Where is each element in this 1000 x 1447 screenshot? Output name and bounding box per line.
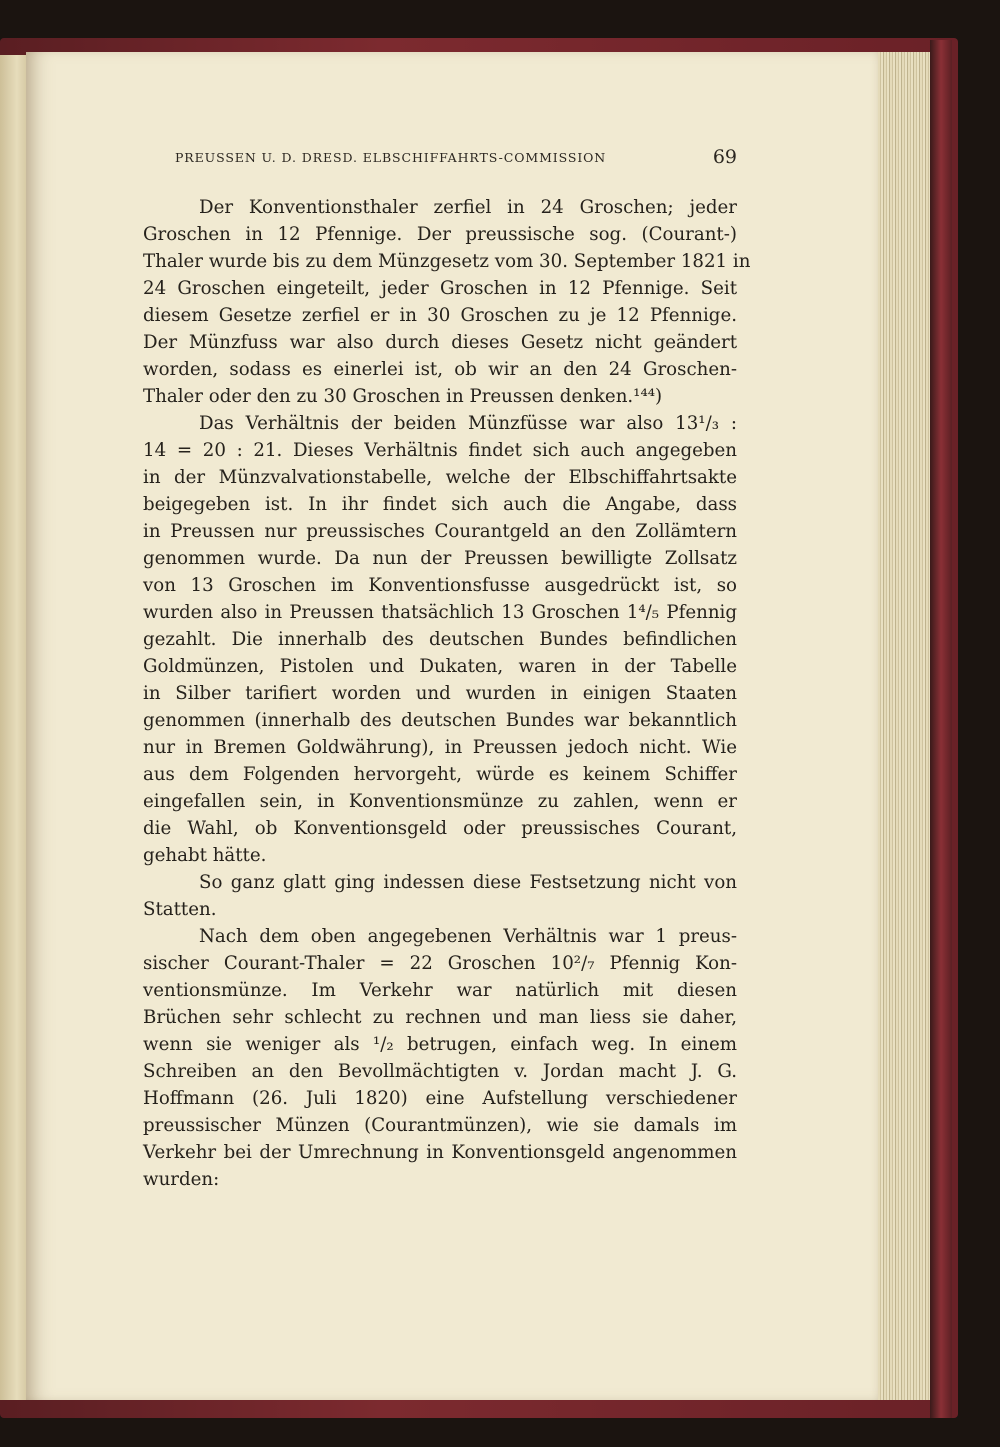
left-page-edge bbox=[0, 55, 28, 1400]
text-line: Nach dem oben angegebenen Verhältnis war 1 preus- bbox=[199, 926, 737, 947]
cover-spine-edge bbox=[930, 40, 952, 1418]
text-line: in der Münzvalvationstabelle, welche der Elbschiffahrtsakte bbox=[143, 467, 737, 488]
text-line: Thaler oder den zu 30 Groschen in Preussen denken.¹⁴⁴) bbox=[143, 386, 663, 407]
text-line: beigegeben ist. In ihr findet sich auch die Angabe, dass bbox=[143, 494, 737, 515]
text-line: von 13 Groschen im Konventionsfusse ausgedrückt ist, so bbox=[143, 575, 737, 596]
text-line: sischer Courant-Thaler = 22 Groschen 10²/₇ Pfennig Kon- bbox=[143, 953, 737, 974]
text-line: ventionsmünze. Im Verkehr war natürlich mit diesen bbox=[143, 980, 737, 1001]
text-line: in Silber tarifiert worden und wurden in einigen Staaten bbox=[143, 683, 737, 704]
text-line: wurden: bbox=[143, 1169, 220, 1190]
text-line: genommen (innerhalb des deutschen Bundes war bekanntlich bbox=[143, 710, 737, 731]
text-line: wurden also in Preussen thatsächlich 13 Groschen 1⁴/₅ Pfennig bbox=[143, 602, 737, 623]
text-line: in Preussen nur preussisches Courantgeld an den Zollämtern bbox=[143, 521, 737, 542]
text-line: gezahlt. Die innerhalb des deutschen Bundes befindlichen bbox=[143, 629, 737, 650]
text-line: eingefallen sein, in Konventionsmünze zu zahlen, wenn er bbox=[143, 791, 737, 812]
text-line: Groschen in 12 Pfennige. Der preussische sog. (Courant-) bbox=[143, 224, 737, 245]
running-head bbox=[175, 146, 737, 172]
text-line: 24 Groschen eingeteilt, jeder Groschen in 12 Pfennige. Seit bbox=[143, 278, 737, 299]
text-line: nur in Bremen Goldwährung), in Preussen jedoch nicht. Wie bbox=[143, 737, 737, 758]
text-line: die Wahl, ob Konventionsgeld oder preussisches Courant, bbox=[143, 818, 737, 839]
text-line: diesem Gesetze zerfiel er in 30 Groschen zu je 12 Pfennige. bbox=[143, 305, 737, 326]
paragraph bbox=[143, 869, 737, 923]
text-line: preussischer Münzen (Courantmünzen), wie sie damals im bbox=[143, 1115, 737, 1136]
text-line: Das Verhältnis der beiden Münzfüsse war also 13¹/₃ : bbox=[199, 413, 737, 434]
text-line: So ganz glatt ging indessen diese Festsetzung nicht von bbox=[199, 872, 737, 893]
page-number: 69 bbox=[712, 146, 737, 168]
text-line: aus dem Folgenden hervorgeht, würde es keinem Schiffer bbox=[143, 764, 737, 785]
text-line: gehabt hätte. bbox=[143, 845, 267, 866]
body-text bbox=[143, 194, 751, 1193]
text-line: Schreiben an den Bevollmächtigten v. Jordan macht J. G. bbox=[143, 1061, 737, 1082]
page-edges bbox=[878, 52, 932, 1400]
text-line: Statten. bbox=[143, 899, 217, 920]
text-line: Hoffmann (26. Juli 1820) eine Aufstellung verschiedener bbox=[143, 1088, 737, 1109]
text-line: Der Konventionsthaler zerfiel in 24 Groschen; jeder bbox=[199, 197, 737, 218]
text-line: genommen wurde. Da nun der Preussen bewilligte Zollsatz bbox=[143, 548, 737, 569]
paragraph bbox=[143, 923, 737, 1193]
text-line: worden, sodass es einerlei ist, ob wir an den 24 Groschen- bbox=[143, 359, 737, 380]
paragraph bbox=[143, 410, 737, 869]
text-line: wenn sie weniger als ¹/₂ betrugen, einfach weg. In einem bbox=[143, 1034, 737, 1055]
text-line: Goldmünzen, Pistolen und Dukaten, waren in der Tabelle bbox=[143, 656, 737, 677]
text-line: 14 = 20 : 21. Dieses Verhältnis findet sich auch angegeben bbox=[143, 440, 737, 461]
text-line: Verkehr bei der Umrechnung in Konventionsgeld angenommen bbox=[143, 1142, 737, 1163]
text-line: Der Münzfuss war also durch dieses Gesetz nicht geändert bbox=[143, 332, 737, 353]
paragraph bbox=[143, 194, 751, 410]
text-line: Brüchen sehr schlecht zu rechnen und man liess sie daher, bbox=[143, 1007, 737, 1028]
running-title: PREUSSEN U. D. DRESD. ELBSCHIFFAHRTS-COMMISSION bbox=[175, 150, 607, 165]
text-line: Thaler wurde bis zu dem Münzgesetz vom 30. September 1821 in bbox=[143, 251, 751, 272]
